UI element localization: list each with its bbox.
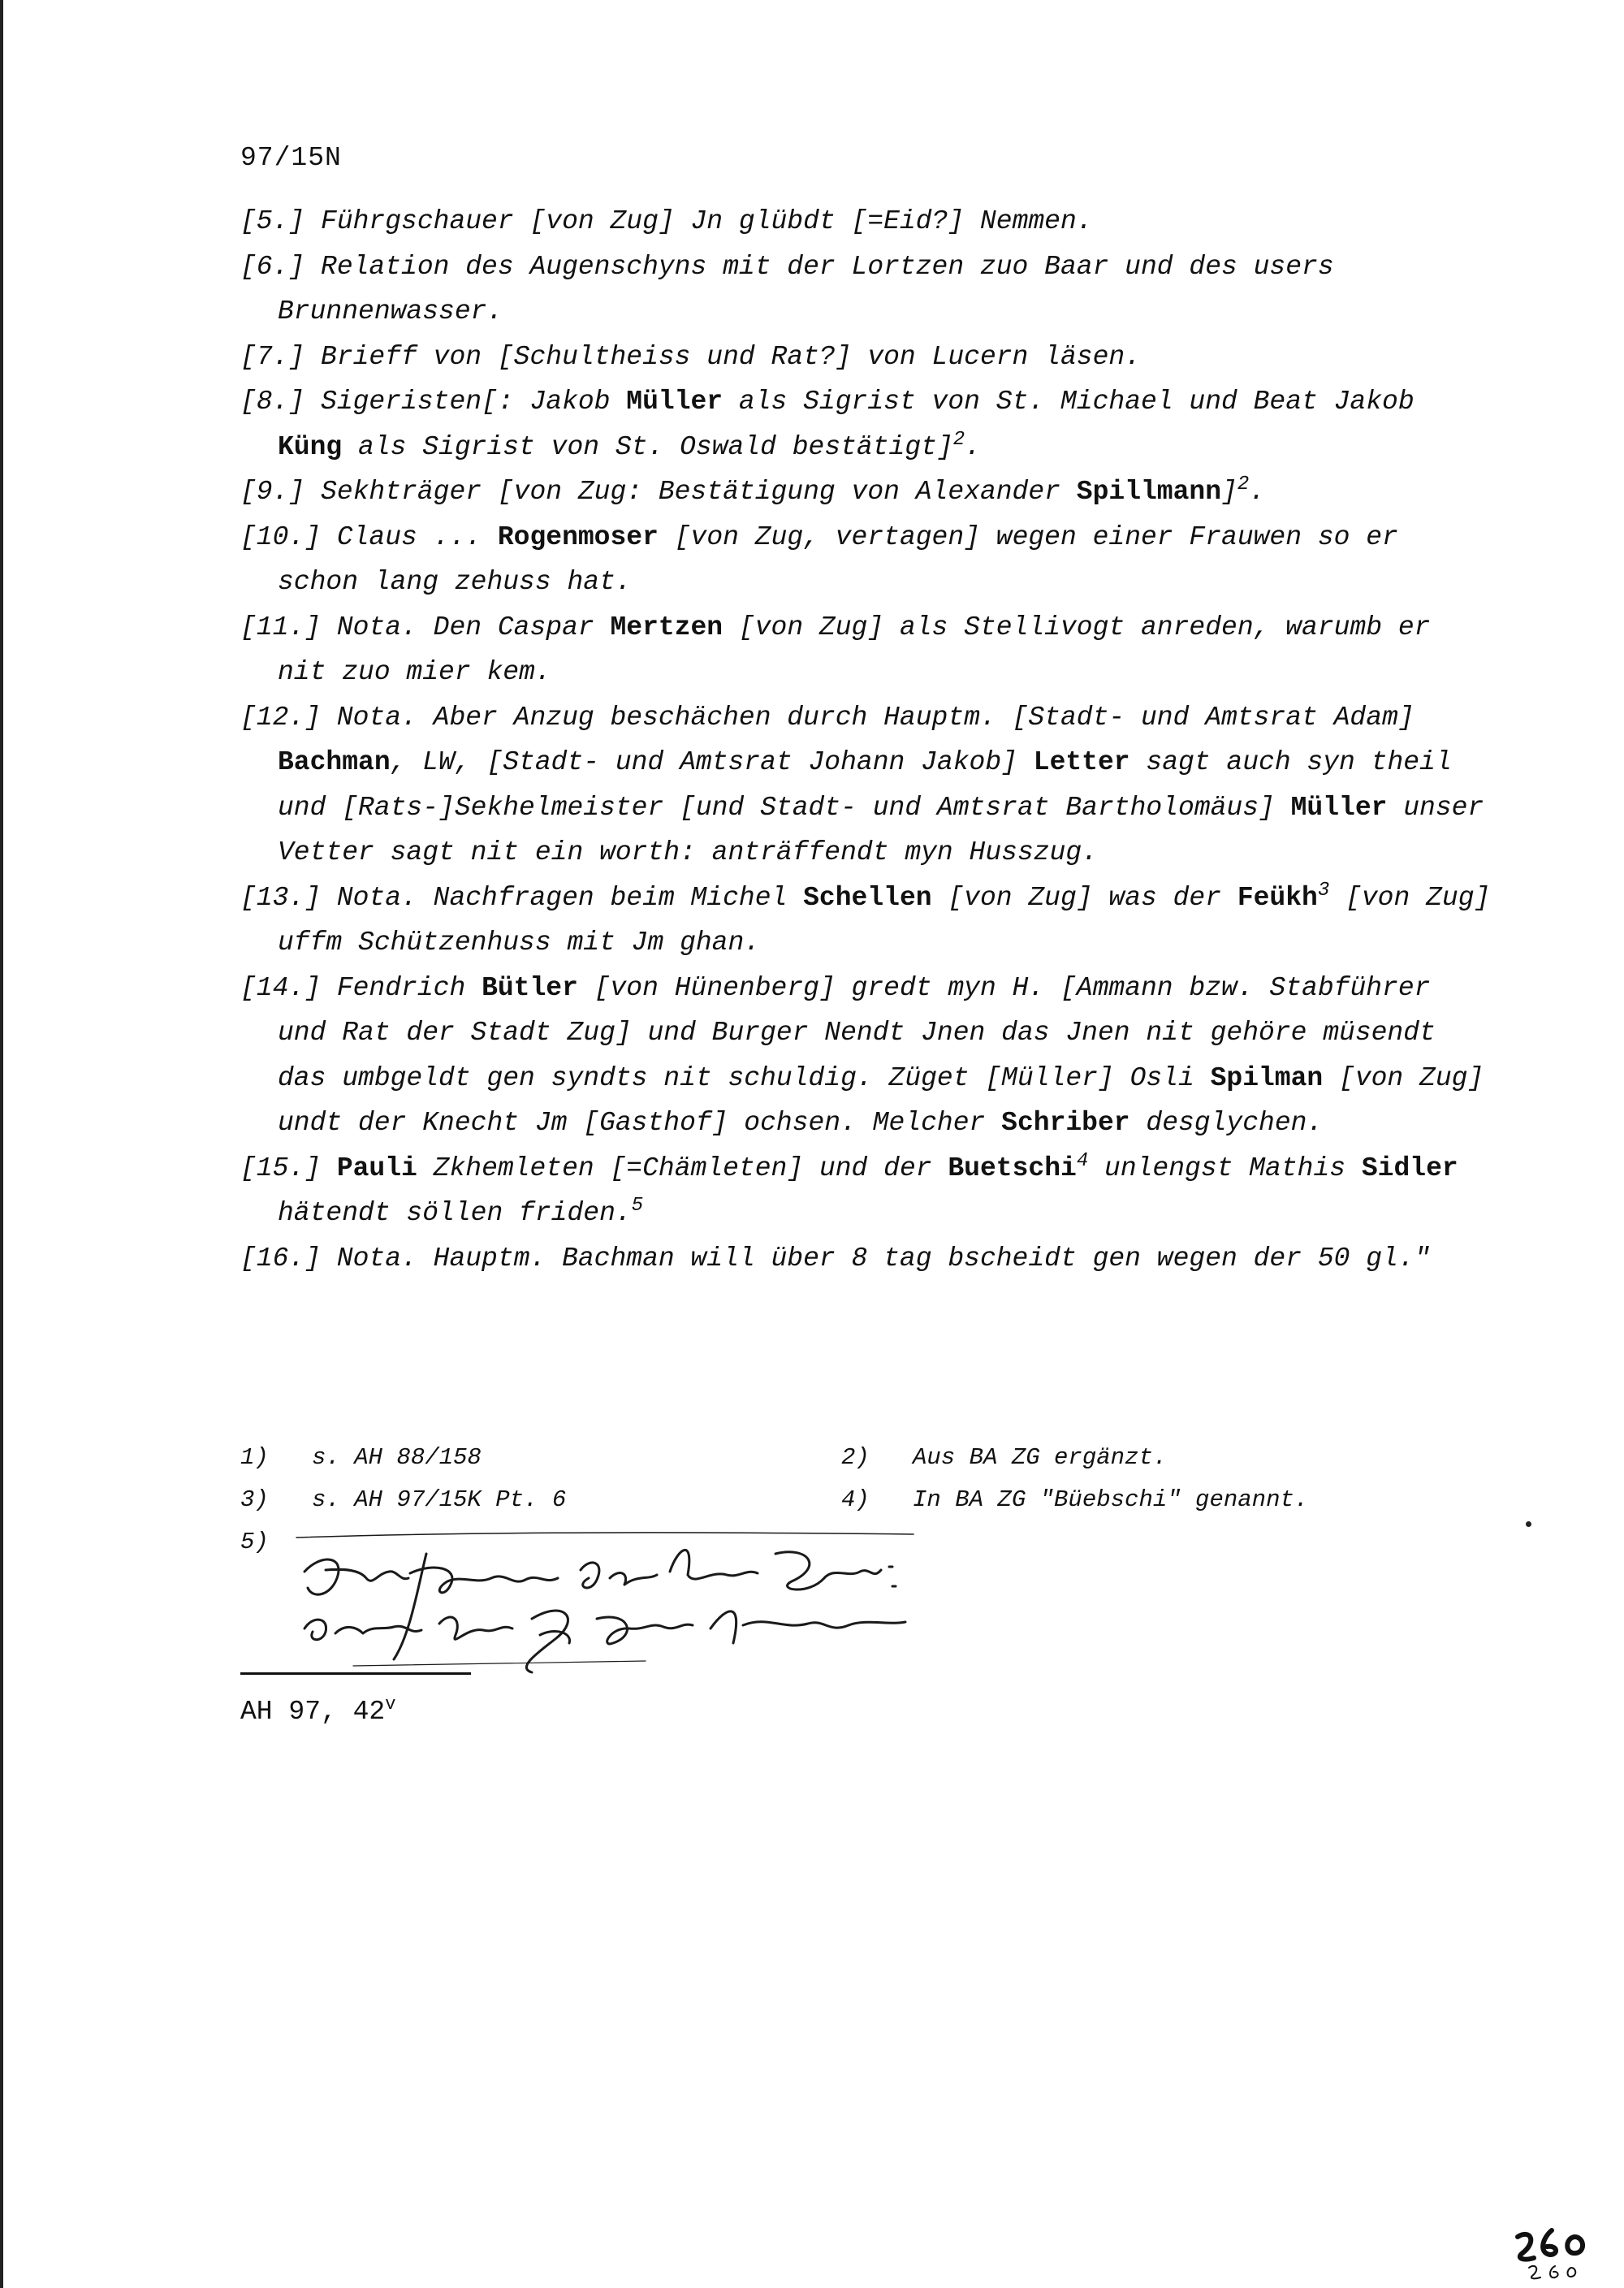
handwritten-page-number-stamp [1506,2225,1604,2286]
source-reference [240,1694,396,1727]
source-superscript: v [385,1694,396,1715]
footnote-number: 5) [240,1529,269,1555]
footnote-marker: 4 [1076,1149,1089,1172]
entry-text: [10.] Claus ... [240,521,498,552]
surname-bold: Spillmann [1076,477,1222,507]
footnote-marker: 5 [631,1195,644,1217]
surname-bold: Mertzen [610,612,723,642]
entry-item [240,605,1491,695]
entry-text: sagt auch syn theil und [Rats-]Sekhelmeister [und Stadt- und Amtsrat Bartholomäus] [278,747,1452,823]
surname-bold: Sidler [1361,1153,1458,1183]
surname-bold: Spilman [1210,1062,1324,1093]
footnote-marker: 3 [1317,879,1330,902]
entry-text: [16.] Nota. Hauptm. Bachman will über 8 tag bscheidt gen wegen der 50 gl." [240,1243,1431,1274]
entry-text: , LW, [Stadt- und Amtsrat Johann Jakob] [390,747,1034,777]
entry-text: [5.] Führgschauer [von Zug] Jn glübdt [=Eid?] Nemmen. [240,206,1093,236]
surname-bold: Feükh [1237,882,1318,913]
entry-text: ] [1221,477,1237,507]
surname-bold: Letter [1033,747,1130,777]
footnote [240,1479,841,1521]
entry-text: [8.] Sigeristen[: Jakob [240,387,627,417]
footnote-divider [240,1672,471,1675]
entry-item [240,1236,1491,1282]
footnote-text: In BA ZG "Büebschi" genannt. [913,1486,1309,1513]
surname-bold: Pauli [336,1153,417,1183]
page-left-edge [0,0,3,2288]
footnote-number: 1) [240,1444,269,1471]
entry-text: [von Zug, vertagen] wegen einer Frauwen so er schon lang zehuss hat. [278,521,1398,597]
entry-item [240,1146,1491,1236]
entry-text: [11.] Nota. Den Caspar [240,612,611,642]
entry-text: [von Zug] uffm Schützenhuss mit Jm ghan. [278,882,1491,958]
entry-text: [9.] Sekhträger [von Zug: Bestätigung von Alexander [240,477,1077,507]
footnote [240,1437,841,1479]
footnote-text: s. AH 88/158 [312,1444,482,1471]
entry-text: [von Zug] undt der Knecht Jm [Gasthof] ochsen. Melcher [278,1062,1484,1138]
entry-text: [7.] Brieff von [Schultheiss und Rat?] von Lucern läsen. [240,341,1141,372]
footnote-text: s. AH 97/15K Pt. 6 [312,1486,567,1513]
surname-bold: Müller [1290,792,1388,823]
handwritten-excerpt-image [288,1521,922,1680]
entry-text: unser Vetter sagt nit ein worth: anträffendt myn Husszug. [278,792,1484,867]
footnote-marker: 2 [952,428,965,451]
entry-text: . [1249,477,1266,507]
entry-item [240,469,1491,515]
entry-text: [von Zug] was der [931,882,1237,913]
entry-text: Zkhemleten [=Chämleten] und der [417,1153,948,1183]
entry-text: unlengst Mathis [1088,1153,1362,1183]
surname-bold: Bütler [482,972,578,1003]
entry-text: als Sigrist von St. Oswald bestätigt] [342,431,953,462]
footnote-text: Aus BA ZG ergänzt. [913,1444,1168,1471]
entry-item [240,335,1491,380]
document-id: 97/15N [240,143,342,173]
entry-item [240,876,1491,966]
entry-item [240,244,1491,335]
entry-text: [13.] Nota. Nachfragen beim Michel [240,882,804,913]
footnote-number: 2) [841,1444,870,1471]
entry-item [240,695,1491,876]
entry-item [240,199,1491,244]
entry-text: [15.] [240,1153,337,1183]
footnote-number: 4) [841,1486,870,1513]
entry-text: [von Zug] als Stellivogt anreden, warumb er nit zuo mier kem. [278,612,1431,687]
surname-bold: Bachman [278,747,391,777]
surname-bold: Müller [626,387,723,417]
entries-list [240,199,1491,1281]
surname-bold: Rogenmoser [497,521,659,552]
footnote [841,1479,1442,1521]
footnote-number: 3) [240,1486,269,1513]
surname-bold: Küng [278,431,343,462]
entry-item [240,379,1491,469]
entry-text: [14.] Fendrich [240,972,482,1003]
entry-text: [von Hünenberg] gredt myn H. [Ammann bzw. Stabführer und Rat der Stadt Zug] und Burger Nendt Jnen das Jnen nit gehöre müsendt das umbgeldt gen syndts nit schuldig. Züget [Müller] Osli [278,972,1436,1093]
footnote-row [240,1479,1442,1521]
surname-bold: Schellen [803,882,932,913]
entry-text: desglychen. [1129,1108,1324,1138]
surname-bold: Buetschi [948,1153,1077,1183]
footnote-marker: 2 [1237,474,1250,495]
entry-text: . [965,431,981,462]
entry-item [240,966,1491,1146]
surname-bold: Schriber [1001,1108,1130,1138]
margin-dot [1526,1521,1531,1527]
entry-text: [6.] Relation des Augenschyns mit der Lortzen zuo Baar und des users Brunnenwasser. [240,251,1334,327]
footnote [841,1437,1442,1479]
entry-item [240,515,1491,605]
entry-text: hätendt söllen friden. [278,1198,632,1228]
source-text: AH 97, 42 [240,1697,386,1727]
entry-text: [12.] Nota. Aber Anzug beschächen durch Hauptm. [Stadt- und Amtsrat Adam] [240,702,1415,733]
footnote-row [240,1437,1442,1479]
entry-text: als Sigrist von St. Michael und Beat Jakob [723,387,1415,417]
